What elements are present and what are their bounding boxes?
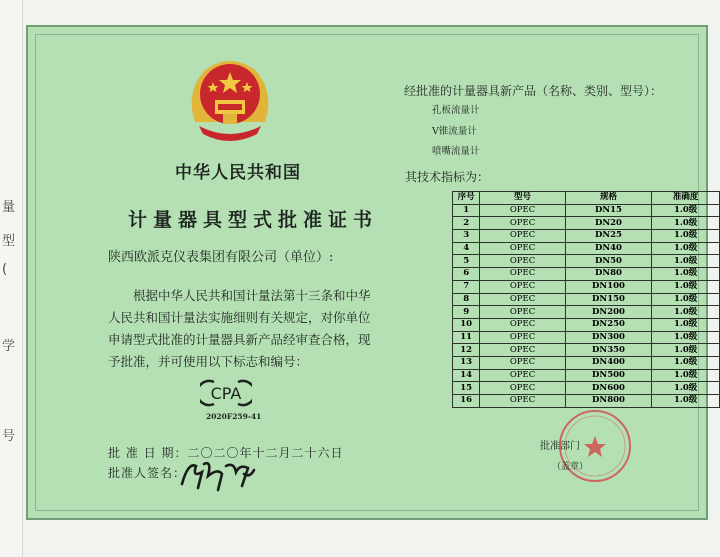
column-header: 准确度 bbox=[652, 192, 720, 205]
table-row bbox=[453, 356, 720, 369]
cpa-code: 2020F259-41 bbox=[206, 412, 262, 421]
table-row bbox=[453, 204, 720, 217]
table-cell: OPEC bbox=[480, 217, 565, 230]
table-cell: 1.0级 bbox=[652, 318, 720, 331]
table-cell: OPEC bbox=[480, 356, 565, 369]
edge-char: 型 bbox=[2, 234, 16, 249]
certificate-country: 中华人民共和国 bbox=[175, 163, 301, 183]
table-cell: 2 bbox=[453, 217, 480, 230]
table-cell: DN300 bbox=[565, 331, 652, 344]
table-cell: 14 bbox=[453, 369, 480, 382]
table-cell: OPEC bbox=[480, 344, 565, 357]
left-edge-strip bbox=[0, 0, 23, 557]
table-cell: DN40 bbox=[565, 242, 652, 255]
table-cell: 1.0级 bbox=[652, 268, 720, 281]
column-header: 序号 bbox=[453, 192, 480, 205]
edge-char: 量 bbox=[2, 200, 16, 215]
table-row bbox=[453, 242, 720, 255]
table-cell: 6 bbox=[453, 268, 480, 281]
table-cell: DN400 bbox=[565, 356, 652, 369]
table-cell: DN500 bbox=[565, 369, 652, 382]
table-cell: 1.0级 bbox=[652, 369, 720, 382]
table-cell: OPEC bbox=[480, 395, 565, 408]
table-cell: OPEC bbox=[480, 268, 565, 281]
table-cell: 1.0级 bbox=[652, 255, 720, 268]
table-cell: 12 bbox=[453, 344, 480, 357]
table-cell: OPEC bbox=[480, 255, 565, 268]
table-cell: 1.0级 bbox=[652, 280, 720, 293]
column-header: 型号 bbox=[480, 192, 565, 205]
table-cell: OPEC bbox=[480, 306, 565, 319]
table-row bbox=[453, 369, 720, 382]
approved-products-heading: 经批准的计量器具新产品（名称、类别、型号）： bbox=[404, 84, 663, 98]
table-row bbox=[453, 268, 720, 281]
tech-spec-table bbox=[452, 191, 720, 408]
table-cell: 1 bbox=[453, 204, 480, 217]
national-emblem-icon bbox=[185, 52, 275, 144]
table-cell: OPEC bbox=[480, 280, 565, 293]
table-cell: OPEC bbox=[480, 293, 565, 306]
table-cell: DN250 bbox=[565, 318, 652, 331]
table-cell: 1.0级 bbox=[652, 230, 720, 243]
table-cell: 7 bbox=[453, 280, 480, 293]
edge-char: 号 bbox=[2, 429, 16, 444]
table-cell: 5 bbox=[453, 255, 480, 268]
table-cell: DN350 bbox=[565, 344, 652, 357]
product-item: 孔板流量计 bbox=[432, 105, 480, 116]
table-cell: DN20 bbox=[565, 217, 652, 230]
table-cell: 16 bbox=[453, 395, 480, 408]
table-cell: 1.0级 bbox=[652, 344, 720, 357]
cpa-mark-icon bbox=[200, 378, 252, 408]
table-cell: DN600 bbox=[565, 382, 652, 395]
signer-label: 批准人签名： bbox=[108, 466, 187, 480]
approval-dept-label: 批准部门 bbox=[540, 441, 580, 452]
table-cell: 1.0级 bbox=[652, 382, 720, 395]
table-row bbox=[453, 230, 720, 243]
table-row bbox=[453, 318, 720, 331]
table-row bbox=[453, 344, 720, 357]
table-cell: OPEC bbox=[480, 369, 565, 382]
table-cell: 9 bbox=[453, 306, 480, 319]
edge-char: 学 bbox=[2, 339, 16, 354]
certificate-title: 计量器具型式批准证书 bbox=[128, 209, 379, 231]
table-row bbox=[453, 395, 720, 408]
table-cell: DN50 bbox=[565, 255, 652, 268]
table-row bbox=[453, 255, 720, 268]
table-cell: OPEC bbox=[480, 382, 565, 395]
product-item: V锥流量计 bbox=[432, 126, 477, 137]
table-cell: OPEC bbox=[480, 204, 565, 217]
table-cell: DN100 bbox=[565, 280, 652, 293]
table-cell: 1.0级 bbox=[652, 217, 720, 230]
table-cell: 4 bbox=[453, 242, 480, 255]
table-cell: DN15 bbox=[565, 204, 652, 217]
table-cell: 11 bbox=[453, 331, 480, 344]
table-cell: 15 bbox=[453, 382, 480, 395]
table-row bbox=[453, 331, 720, 344]
table-cell: 1.0级 bbox=[652, 306, 720, 319]
table-cell: 1.0级 bbox=[652, 204, 720, 217]
tech-spec-heading: 其技术指标为： bbox=[405, 170, 490, 184]
table-cell: 1.0级 bbox=[652, 293, 720, 306]
table-cell: 1.0级 bbox=[652, 395, 720, 408]
table-cell: DN200 bbox=[565, 306, 652, 319]
date-value: 二〇二〇年十二月二十六日 bbox=[187, 446, 344, 460]
seal-note: （盖章） bbox=[552, 462, 589, 472]
table-cell: DN80 bbox=[565, 268, 652, 281]
table-cell: DN150 bbox=[565, 293, 652, 306]
product-item: 喷嘴流量计 bbox=[432, 146, 480, 157]
table-cell: OPEC bbox=[480, 318, 565, 331]
table-cell: DN800 bbox=[565, 395, 652, 408]
cpa-mark-text: CPA bbox=[210, 384, 242, 403]
table-header-row bbox=[453, 192, 720, 205]
table-cell: DN25 bbox=[565, 230, 652, 243]
table-row bbox=[453, 306, 720, 319]
table-cell: 1.0级 bbox=[652, 242, 720, 255]
table-row bbox=[453, 382, 720, 395]
table-cell: 1.0级 bbox=[652, 356, 720, 369]
table-cell: 10 bbox=[453, 318, 480, 331]
table-cell: 3 bbox=[453, 230, 480, 243]
table-cell: 8 bbox=[453, 293, 480, 306]
table-cell: 1.0级 bbox=[652, 331, 720, 344]
table-row bbox=[453, 280, 720, 293]
company-name: 陕西欧派克仪表集团有限公司（单位）: bbox=[108, 250, 334, 265]
table-cell: OPEC bbox=[480, 242, 565, 255]
edge-char: ( bbox=[2, 262, 8, 277]
table-row bbox=[453, 293, 720, 306]
signature-icon bbox=[178, 456, 258, 492]
table-cell: 13 bbox=[453, 356, 480, 369]
table-cell: OPEC bbox=[480, 230, 565, 243]
date-label: 批 准 日 期： bbox=[108, 446, 188, 460]
table-row bbox=[453, 217, 720, 230]
table-cell: OPEC bbox=[480, 331, 565, 344]
column-header: 规格 bbox=[565, 192, 652, 205]
certificate-body-text: 根据中华人民共和国计量法第十三条和中华人民共和国计量法实施细则有关规定，对你单位申请型式批准的计量器具新产品经审查合格，现予批准，并可使用以下标志和编号： bbox=[108, 288, 371, 369]
